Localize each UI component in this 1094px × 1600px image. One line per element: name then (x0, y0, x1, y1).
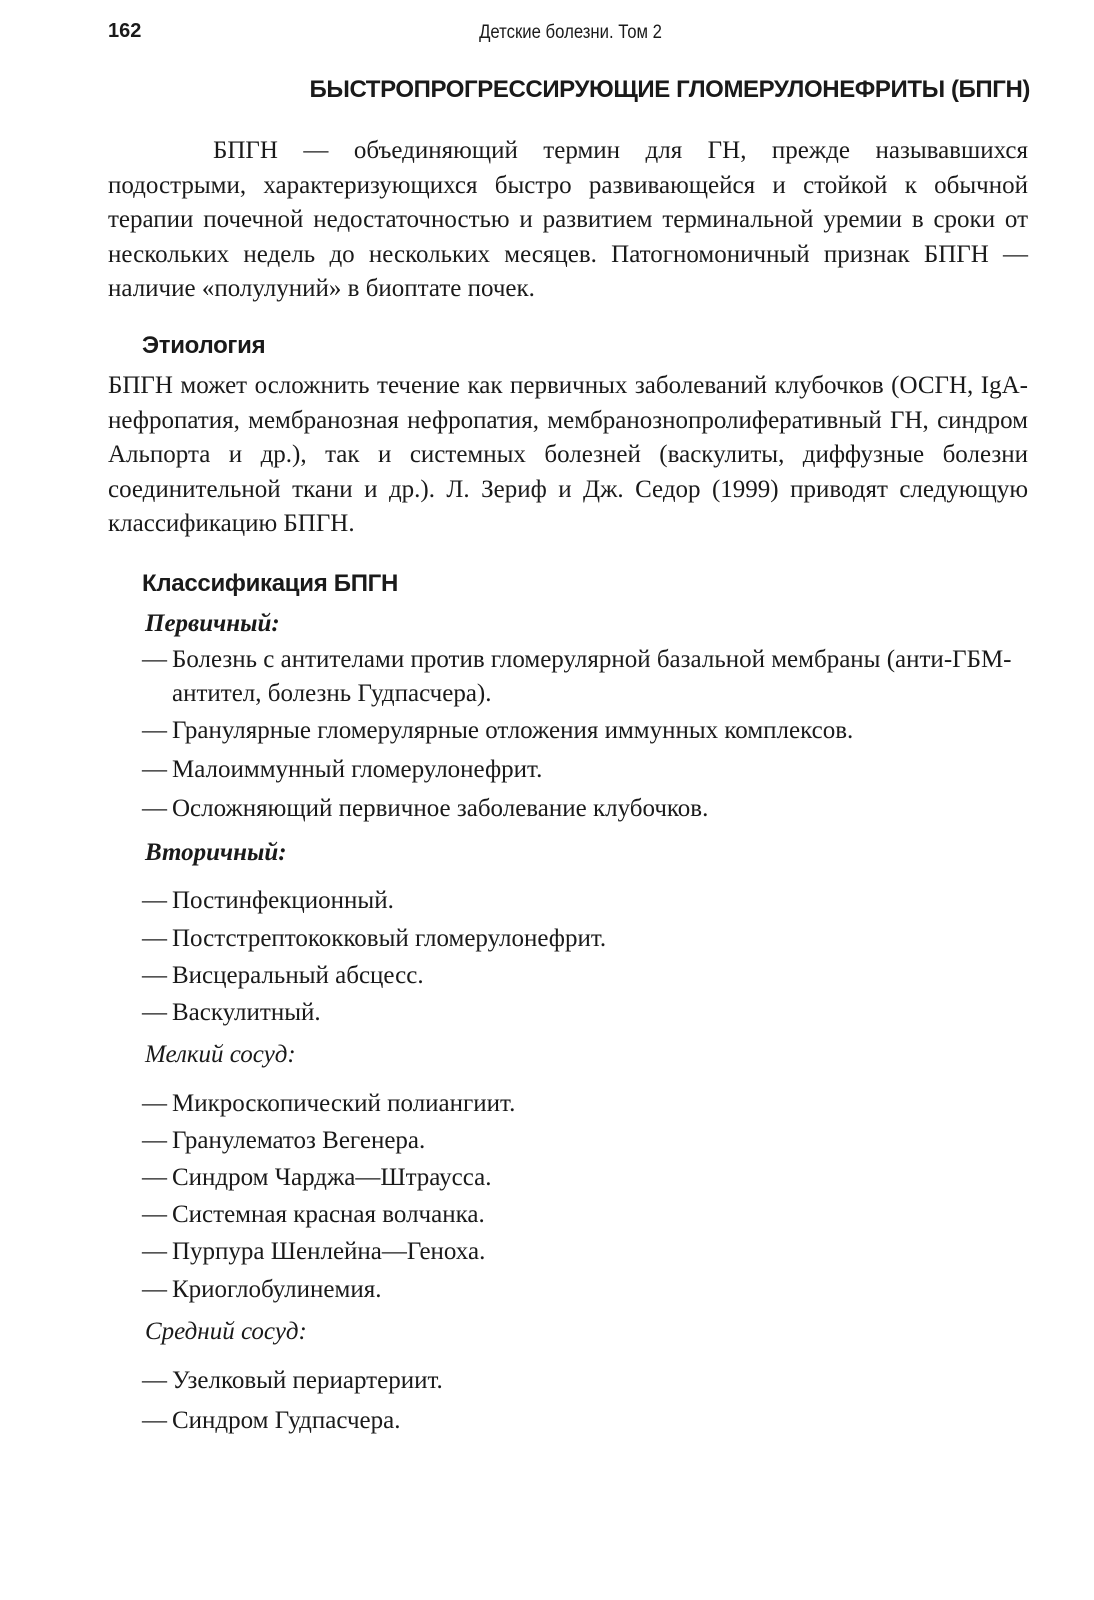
list-item-text: Узелковый периартериит. (172, 1367, 443, 1394)
list-dash: — (142, 962, 167, 989)
list-dash: — (142, 795, 167, 822)
list-dash: — (142, 717, 167, 744)
list-dash: — (142, 999, 167, 1026)
list-item-text: Васкулитный. (172, 999, 321, 1026)
list-item-text: Осложняющий первичное заболевание клубочков. (172, 795, 709, 822)
list-item (142, 1235, 1028, 1269)
page-header (108, 20, 1033, 50)
page-number: 162 (108, 20, 142, 42)
list-dash: — (142, 1127, 167, 1154)
list-item-text: Синдром Чарджа—Штраусса. (172, 1164, 492, 1191)
list-item (142, 792, 1028, 826)
list-item-text: Синдром Гудпасчера. (172, 1407, 401, 1434)
list-dash: — (142, 1367, 167, 1394)
classification-heading: Классификация БПГН (142, 570, 399, 597)
list-dash: — (142, 1090, 167, 1117)
list-item (142, 1087, 1028, 1121)
etiology-paragraph: БПГН может осложнить течение как первичных заболеваний клубочков (ОСГН, IgA-нефропатия, мембранозная нефропатия, мембранознопролиферативный ГН, синдром Альпорта и др.), так и системных болезней (васкулиты, диффузные болезни соединительной ткани и др.). Л. Зериф и Дж. Седор (1999) приводят следующую классификацию БПГН. (108, 372, 1028, 537)
list-item (142, 1198, 1028, 1232)
list-item (142, 1161, 1028, 1195)
list-item-text: Гранулематоз Вегенера. (172, 1127, 426, 1154)
list-item (142, 753, 1028, 787)
list-item-text: Постстрептококковый гломерулонефрит. (172, 925, 607, 952)
list-item-text: Болезнь с антителами против гломерулярной базальной мембраны (анти-ГБМ-антител, болезнь Гудпасчера). (172, 646, 1012, 707)
list-item (142, 1273, 1028, 1307)
list-dash: — (142, 887, 167, 914)
list-dash: — (142, 646, 167, 673)
list-dash: — (142, 925, 167, 952)
list-dash: — (142, 1201, 167, 1228)
list-item-text: Микроскопический полиангиит. (172, 1090, 516, 1117)
list-item-text: Малоиммунный гломерулонефрит. (172, 756, 543, 783)
list-item (142, 643, 1028, 711)
intro-paragraph: БПГН — объединяющий термин для ГН, прежде называвшихся подострыми, характеризующихся быстро развивающейся и стойкой к обычной терапии почечной недостаточностью и развитием терминальной уремии в сроки от нескольких недель до нескольких месяцев. Патогномоничный признак БПГН — наличие «полулуний» в биоптате почек. (108, 137, 1028, 302)
running-title: Детские болезни. Том 2 (479, 22, 662, 43)
list-item (142, 1124, 1028, 1158)
list-item-text: Висцеральный абсцесс. (172, 962, 424, 989)
list-item (142, 1364, 1028, 1398)
small-vessel-label: Мелкий сосуд: (145, 1041, 296, 1068)
list-dash: — (142, 1276, 167, 1303)
primary-label: Первичный: (145, 610, 280, 637)
list-item (142, 959, 1028, 993)
list-item (142, 1404, 1028, 1438)
medium-vessel-label: Средний сосуд: (145, 1318, 307, 1345)
list-item-text: Постинфекционный. (172, 887, 394, 914)
chapter-title: БЫСТРОПРОГРЕССИРУЮЩИЕ ГЛОМЕРУЛОНЕФРИТЫ (БПГН) (309, 76, 1030, 103)
list-item-text: Гранулярные гломерулярные отложения иммунных комплексов. (172, 717, 854, 744)
list-item (142, 714, 1028, 748)
list-item-text: Пурпура Шенлейна—Геноха. (172, 1238, 486, 1265)
list-dash: — (142, 1238, 167, 1265)
list-item-text: Криоглобулинемия. (172, 1276, 382, 1303)
secondary-label: Вторичный: (145, 839, 287, 866)
list-item-text: Системная красная волчанка. (172, 1201, 485, 1228)
list-item (142, 996, 1028, 1030)
etiology-heading: Этиология (142, 332, 266, 359)
list-dash: — (142, 1164, 167, 1191)
list-item (142, 884, 1028, 918)
list-item (142, 922, 1028, 956)
list-dash: — (142, 1407, 167, 1434)
list-dash: — (142, 756, 167, 783)
